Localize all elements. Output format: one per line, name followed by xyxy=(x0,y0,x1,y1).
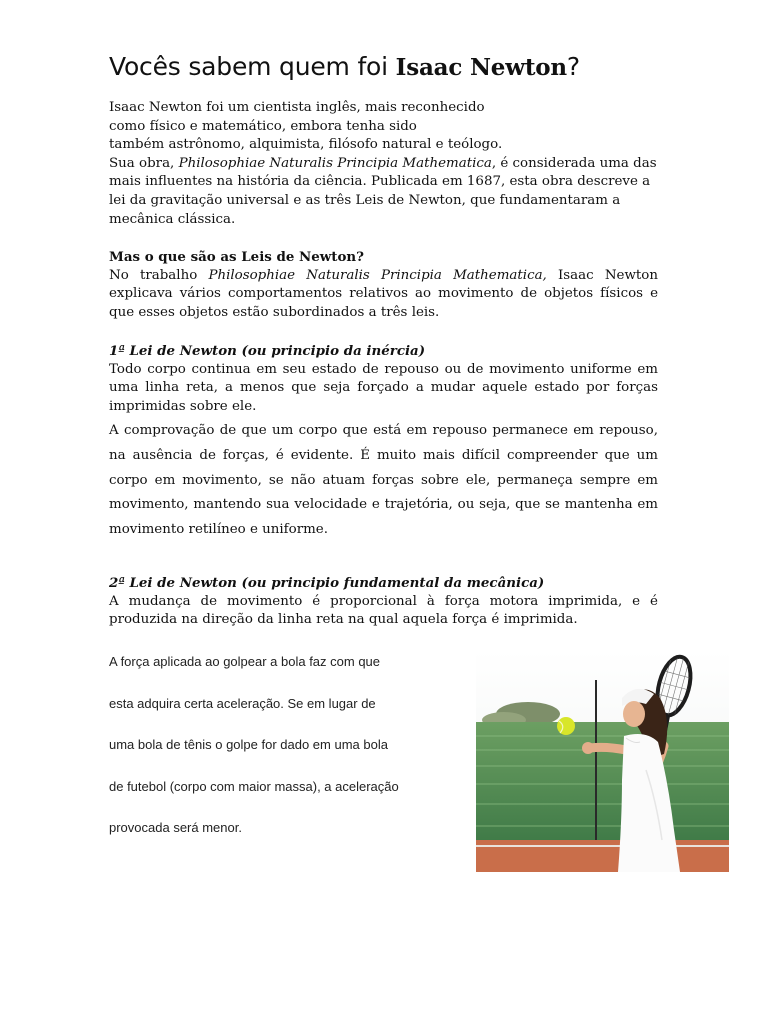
intro-work-prefix: Sua obra, xyxy=(109,155,179,171)
laws-text: Isaac Newton explicava vários comportamentos relativos ao movimento de objetos físicos e que esses objetos estão subordinados a três leis. xyxy=(109,267,658,320)
law1-section xyxy=(109,342,658,542)
title-suffix: ? xyxy=(566,52,580,81)
intro-line-1: Isaac Newton foi um cientista inglês, mais reconhecido xyxy=(109,100,485,115)
intro-line-2: como físico e matemático, embora tenha sido xyxy=(109,118,417,134)
example-line-2: esta adquira certa aceleração. Se em lugar de xyxy=(109,695,376,711)
law2-statement: A mudança de movimento é proporcional à força motora imprimida, e é produzida na direção da linha reta na qual aquela força é imprimida. xyxy=(109,593,658,628)
law2-title: 2ª Lei de Newton (ou principio fundamental da mecânica) xyxy=(109,575,545,591)
example-text xyxy=(109,652,469,860)
laws-paragraph xyxy=(109,267,658,323)
laws-heading: Mas o que são as Leis de Newton? xyxy=(109,249,365,265)
example-line-1: A força aplicada ao golpear a bola faz com que xyxy=(109,654,381,669)
laws-prefix: No trabalho xyxy=(109,267,209,283)
title-name: Isaac Newton xyxy=(395,54,567,81)
example-line-5: provocada será menor. xyxy=(109,820,242,835)
example-line-3: uma bola de tênis o golpe for dado em uma bola xyxy=(109,737,388,752)
intro-work-title: Philosophiae Naturalis Principia Mathematica xyxy=(178,155,492,171)
intro-paragraph xyxy=(109,99,658,229)
laws-work-title: Philosophiae Naturalis Principia Mathematica, xyxy=(208,267,547,283)
page-title xyxy=(109,52,580,81)
law2-section xyxy=(109,574,658,630)
law1-title: 1ª Lei de Newton (ou principio da inércia) xyxy=(109,343,426,359)
tennis-player-photo xyxy=(476,650,729,872)
title-prefix: Vocês sabem quem foi xyxy=(109,52,396,81)
example-line-4: de futebol (corpo com maior massa), a aceleração xyxy=(109,778,399,794)
intro-work-suffix: , é considerada uma das mais influentes na história da ciência. Publicada em 1687, esta obra descreve a lei da gravitação universal e as três Leis de Newton, que fundamentaram a mecânica clássica. xyxy=(109,155,657,227)
law1-statement: Todo corpo continua em seu estado de repouso ou de movimento uniforme em uma linha reta, a menos que seja forçado a mudar aquele estado por forças imprimidas sobre ele. xyxy=(109,361,658,414)
laws-section xyxy=(109,248,658,322)
intro-line-3: também astrônomo, alquimista, filósofo natural e teólogo. xyxy=(109,137,503,153)
law1-explanation: A comprovação de que um corpo que está em repouso permanece em repouso, na ausência de forças, é evidente. É muito mais difícil compreender que um corpo em movimento, se não atuam forças sobre ele, permaneça sempre em movimento, mantendo sua velocidade e trajetória, ou seja, que se mantenha em movimento retilíneo e uniforme. xyxy=(109,423,658,537)
